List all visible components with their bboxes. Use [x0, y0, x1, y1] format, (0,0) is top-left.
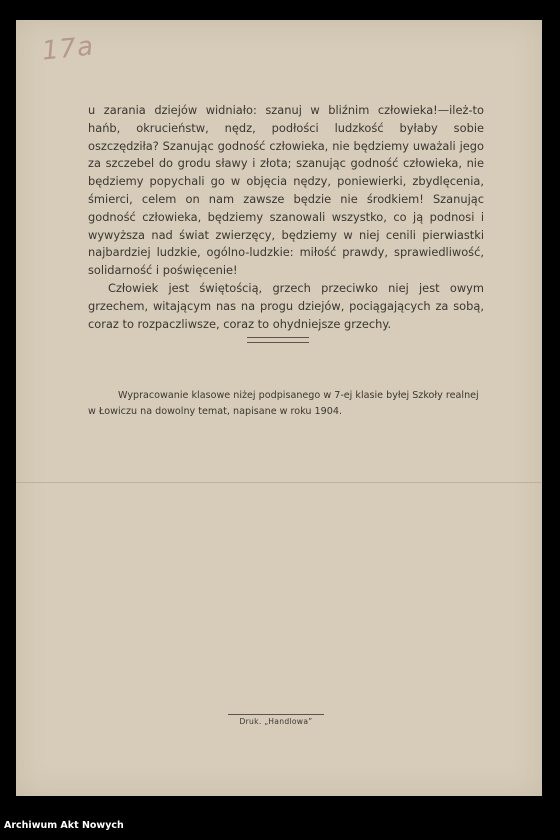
document-page [16, 20, 542, 796]
printer-imprint: Druk. „Handlowa” [228, 714, 324, 726]
paper-fold-line [16, 482, 542, 483]
author-note [88, 388, 488, 420]
archive-footer-bar [0, 816, 560, 840]
handwritten-page-number: 17a [40, 31, 96, 67]
paragraph-1: u zarania dziejów widniało: szanuj w bliźnim człowieka!—ileż-to hańb, okrucieństw, nędz, podłości ludzkość byłaby sobie oszczędziła? Szanując godność człowieka, nie będziemy uważali jego za szczebel do grodu sławy i złota; szanując godność człowieka, nie będziemy popychali go w objęcia nędzy, poniewierki, zbydlęcenia, śmierci, celem on nam zawsze będzie nie środkiem! Szanując godność człowieka, będziemy szanowali wszystko, co ją podnosi i wywyższa nad świat zwierzęcy, będziemy w niej cenili pierwiastki najbardziej ludzkie, ogólno-ludzkie: miłość prawdy, sprawiedliwość, solidarność i poświęcenie! [88, 103, 484, 278]
double-rule-divider [247, 337, 309, 343]
body-text [88, 102, 484, 333]
paragraph-2: Człowiek jest świętością, grzech przeciwko niej jest owym grzechem, witającym nas na progu dziejów, pociągających za sobą, coraz to rozpaczliwsze, coraz to ohydniejsze grzechy. [88, 280, 484, 331]
archive-label: Archiwum Akt Nowych [4, 820, 124, 831]
author-note-text: Wypracowanie klasowe niżej podpisanego w 7-ej klasie byłej Szkoły realnej w Łowiczu na dowolny temat, napisane w roku 1904. [88, 390, 479, 417]
